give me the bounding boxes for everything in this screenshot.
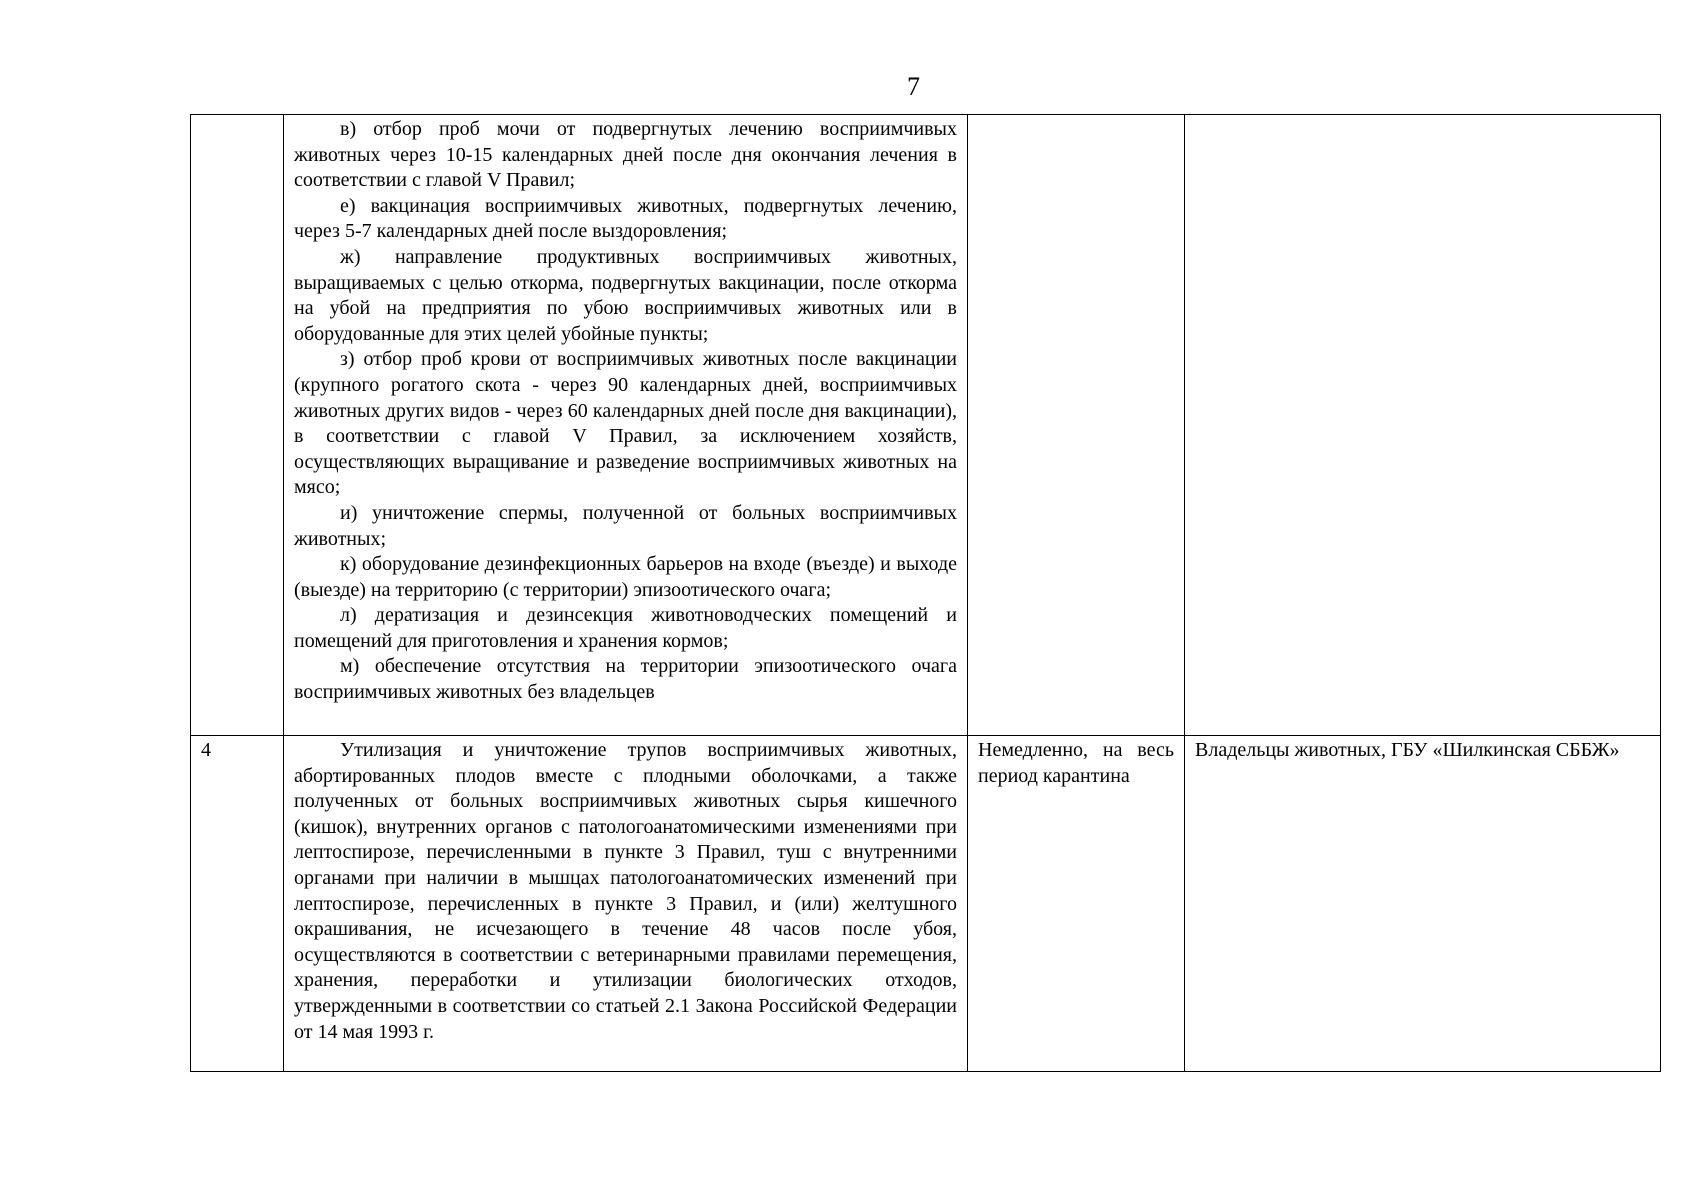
measure-item: ж) направление продуктивных восприимчивых животных, выращиваемых с целью откорма, подвергнутых вакцинации, после откорма на убой на предприятия по убою восприимчивых животных или в оборудованные для этих целей убойные пункты; <box>294 245 957 345</box>
term-cell: Немедленно, на весь период карантина <box>968 736 1185 1072</box>
measures-table <box>190 114 1661 1072</box>
measure-item: Утилизация и уничтожение трупов восприимчивых животных, абортированных плодов вместе с плодными оболочками, а также полученных от больных восприимчивых животных сырья кишечного (кишок), внутренних органов с патологоанатомическими изменениями при лептоспирозе, перечисленными в пункте 3 Правил, туш с внутренними органами при наличии в мышцах патологоанатомических изменений при лептоспирозе, перечисленных в пункте 3 Правил, и (или) желтушного окрашивания, не исчезающего в течение 48 часов после убоя, осуществляются в соответствии с ветеринарными правилами перемещения, хранения, переработки и утилизации биологических отходов, утвержденными в соответствии со статьей 2.1 Закона Российской Федерации от 14 мая 1993 г. <box>294 739 957 1043</box>
measure-item: к) оборудование дезинфекционных барьеров на входе (въезде) и выходе (выезде) на территорию (с территории) эпизоотического очага; <box>294 553 957 601</box>
measures-cell <box>284 736 968 1072</box>
table-row <box>191 115 1661 736</box>
measure-item: и) уничтожение спермы, полученной от больных восприимчивых животных; <box>294 501 957 550</box>
measure-item: в) отбор проб мочи от подвергнутых лечению восприимчивых животных через 10-15 календарных дней после дня окончания лечения в соответствии с главой V Правил; <box>294 118 957 192</box>
page-number: 7 <box>907 72 920 101</box>
responsible-cell: Владельцы животных, ГБУ «Шилкинская СББЖ» <box>1185 736 1661 1072</box>
row-number-cell: 4 <box>191 736 284 1072</box>
measure-item: з) отбор проб крови от восприимчивых животных после вакцинации (крупного рогатого скота - через 90 календарных дней, восприимчивых животных других видов - через 60 календарных дней после дня вакцинации), в соответствии с главой V Правил, за исключением хозяйств, осуществляющих выращивание и разведение восприимчивых животных на мясо; <box>294 348 957 499</box>
table-row <box>191 736 1661 1072</box>
measure-item: е) вакцинация восприимчивых животных, подвергнутых лечению, через 5-7 календарных дней после выздоровления; <box>294 194 957 243</box>
measures-cell <box>284 115 968 736</box>
responsible-cell <box>1185 115 1661 736</box>
measure-item: м) обеспечение отсутствия на территории эпизоотического очага восприимчивых животных без владельцев <box>294 655 957 704</box>
measure-item: л) дератизация и дезинсекция животноводческих помещений и помещений для приготовления и хранения кормов; <box>294 604 957 652</box>
row-number-cell <box>191 115 284 736</box>
term-cell <box>968 115 1185 736</box>
